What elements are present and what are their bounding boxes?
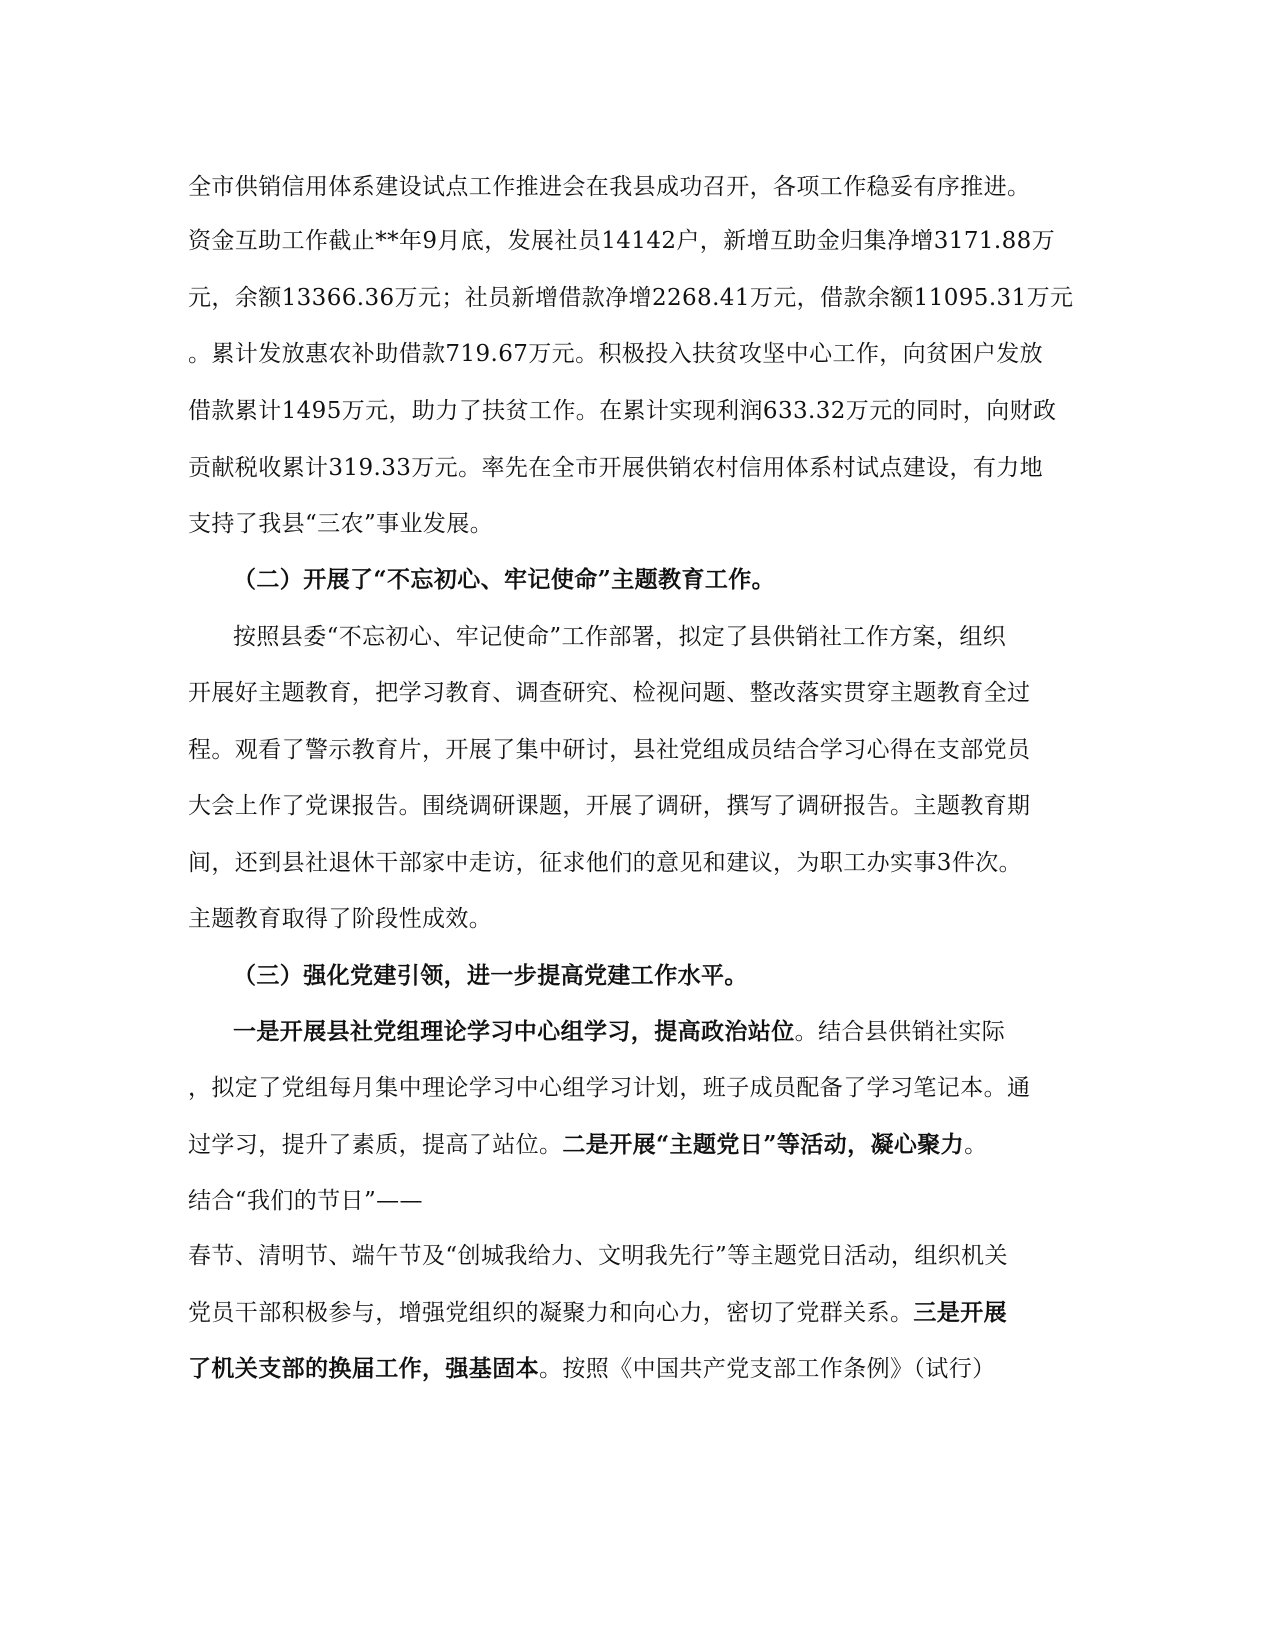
text-segment: 主题教育取得了阶段性成效。	[188, 906, 493, 932]
text-line	[188, 509, 493, 539]
bold-phrase: 了机关支部的换届工作，强基固本	[188, 1355, 539, 1382]
text-segment: 结合“我们的节日”——	[188, 1188, 423, 1214]
text-line	[188, 453, 1043, 483]
text-segment: 。累计发放惠农补助借款719.67万元。积极投入扶贫攻坚中心工作，向贫困户发放	[188, 341, 1044, 367]
text-line	[188, 339, 1043, 369]
text-segment: 支持了我县“三农”事业发展。	[188, 511, 494, 537]
text-segment: ，拟定了党组每月集中理论学习中心组学习计划，班子成员配备了学习笔记本。通	[188, 1075, 1031, 1101]
text-line	[188, 848, 1022, 878]
text-segment: 开展好主题教育，把学习教育、调查研究、检视问题、整改落实贯穿主题教育全过	[188, 680, 1031, 706]
text-segment: 过学习，提升了素质，提高了站位。	[188, 1132, 563, 1158]
text-line	[188, 904, 492, 934]
text-segment: 元，余额13366.36万元；社员新增借款净增2268.41万元，借款余额11095.31万元	[188, 285, 1074, 311]
text-line	[188, 791, 1030, 821]
text-line	[188, 1073, 1030, 1103]
text-segment: （二）开展了“不忘初心、牢记使命”主题教育工作。	[233, 566, 776, 593]
text-line	[188, 283, 1073, 313]
text-segment: 资金互助工作截止**年9月底，发展社员14142户，新增互助金归集净增3171.88万	[188, 228, 1056, 254]
text-line	[188, 735, 1030, 765]
text-line	[188, 1241, 1008, 1271]
text-line	[188, 396, 1056, 426]
bold-phrase: 三是开展	[913, 1299, 1008, 1326]
text-segment: 间，还到县社退休干部家中走访，征求他们的意见和建议，为职工办实事3件次。	[188, 850, 1023, 876]
text-segment: 程。观看了警示教育片，开展了集中研讨，县社党组成员结合学习心得在支部党员	[188, 737, 1031, 763]
text-segment: 党员干部积极参与，增强党组织的凝聚力和向心力，密切了党群关系。	[188, 1300, 914, 1326]
text-segment: 全市供销信用体系建设试点工作推进会在我县成功召开，各项工作稳妥有序推进。	[188, 174, 1031, 200]
text-line	[188, 1186, 423, 1216]
text-segment: 借款累计1495万元，助力了扶贫工作。在累计实现利润633.32万元的同时，向财政	[188, 398, 1057, 424]
section-heading	[233, 961, 748, 991]
text-segment: 。按照《中国共产党支部工作条例》（试行）	[539, 1356, 996, 1382]
text-segment: （三）强化党建引领，进一步提高党建工作水平。	[233, 962, 748, 989]
text-line	[233, 1017, 1005, 1047]
text-line	[188, 1354, 996, 1384]
text-segment: 。	[964, 1132, 988, 1158]
bold-phrase: 一是开展县社党组理论学习中心组学习，提高政治站位	[233, 1018, 795, 1045]
text-line	[233, 622, 1006, 652]
text-line	[188, 678, 1030, 708]
text-segment: 春节、清明节、端午节及“创城我给力、文明我先行”等主题党日活动，组织机关	[188, 1243, 1008, 1269]
text-line	[188, 1130, 987, 1160]
text-line	[188, 1298, 1007, 1328]
section-heading	[233, 565, 775, 595]
text-line	[188, 172, 1030, 202]
bold-phrase: 二是开展“主题党日”等活动，凝心聚力	[562, 1131, 965, 1158]
text-segment: 大会上作了党课报告。围绕调研课题，开展了调研，撰写了调研报告。主题教育期	[188, 793, 1031, 819]
text-segment: 。结合县供销社实际	[794, 1019, 1006, 1045]
text-line	[188, 226, 1055, 256]
text-segment: 按照县委“不忘初心、牢记使命”工作部署，拟定了县供销社工作方案，组织	[233, 624, 1007, 650]
text-segment: 贡献税收累计319.33万元。率先在全市开展供销农村信用体系村试点建设，有力地	[188, 455, 1044, 481]
